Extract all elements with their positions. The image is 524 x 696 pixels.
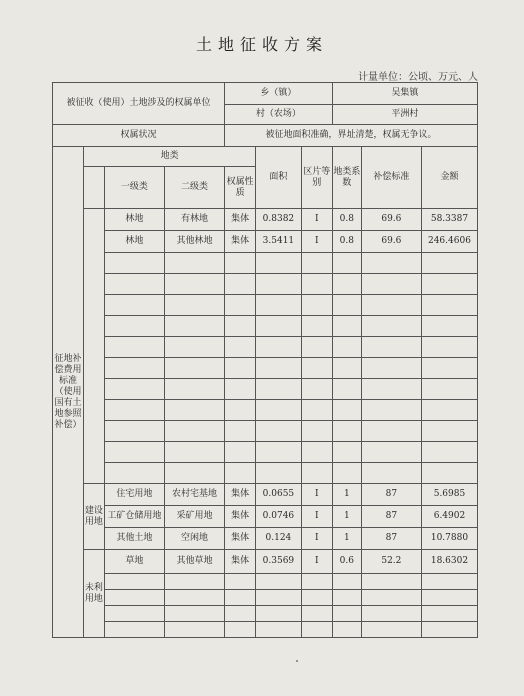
- cell-amount: [421, 622, 477, 638]
- cell-level1: [104, 379, 164, 400]
- table-row: [53, 606, 478, 622]
- cell-level2: 空闲地: [164, 528, 224, 550]
- cell-standard: [361, 574, 421, 590]
- cell-level2: 其他草地: [164, 550, 224, 574]
- cell-amount: [421, 379, 477, 400]
- cell-coef: [332, 253, 361, 274]
- cell-amount: [421, 421, 477, 442]
- cell-zone: I: [301, 550, 332, 574]
- cell-standard: 69.6: [361, 231, 421, 253]
- table-row: [53, 337, 478, 358]
- scan-dot: [296, 660, 298, 662]
- cell-standard: [361, 590, 421, 606]
- cell-standard: [361, 400, 421, 421]
- cell-amount: 58.3387: [421, 209, 477, 231]
- cell-area: [256, 379, 302, 400]
- cell-ownership: [225, 295, 256, 316]
- cell-level2: 有林地: [164, 209, 224, 231]
- cell-level1: [104, 316, 164, 337]
- cell-standard: [361, 421, 421, 442]
- cell-zone: [301, 253, 332, 274]
- cell-standard: [361, 316, 421, 337]
- cell-amount: [421, 574, 477, 590]
- cell-ownership: 集体: [225, 209, 256, 231]
- cell-area: [256, 421, 302, 442]
- cell-level1: 林地: [104, 231, 164, 253]
- cell-amount: 6.4902: [421, 506, 477, 528]
- cell-ownership: 集体: [225, 506, 256, 528]
- group-side-label: 建设用地: [84, 484, 105, 550]
- cell-level2: 采矿用地: [164, 506, 224, 528]
- cell-standard: 87: [361, 506, 421, 528]
- cell-level2: [164, 253, 224, 274]
- cell-level2: [164, 421, 224, 442]
- col-coef: 地类系数: [332, 147, 361, 209]
- cell-level2: [164, 379, 224, 400]
- cell-level1: [104, 253, 164, 274]
- cell-standard: 52.2: [361, 550, 421, 574]
- table-row: [53, 574, 478, 590]
- cell-area: [256, 442, 302, 463]
- cell-level1: [104, 590, 164, 606]
- cell-amount: [421, 253, 477, 274]
- table-row: [53, 209, 478, 231]
- cell-level2: [164, 274, 224, 295]
- cell-zone: [301, 606, 332, 622]
- cell-standard: [361, 358, 421, 379]
- cell-area: [256, 316, 302, 337]
- cell-standard: [361, 295, 421, 316]
- table-row: [53, 506, 478, 528]
- cell-coef: [332, 421, 361, 442]
- standard-side-label: 征地补偿费用标准（使用国有土地参照补偿）: [53, 147, 84, 638]
- cell-level1: [104, 421, 164, 442]
- ownership-label: 权属状况: [53, 125, 225, 147]
- cell-amount: 246.4606: [421, 231, 477, 253]
- cell-coef: 1: [332, 484, 361, 506]
- cell-level2: [164, 463, 224, 484]
- cell-zone: [301, 274, 332, 295]
- cell-ownership: [225, 274, 256, 295]
- table-row: [53, 622, 478, 638]
- cell-area: [256, 590, 302, 606]
- cell-amount: [421, 463, 477, 484]
- table-row: [53, 274, 478, 295]
- cell-standard: [361, 442, 421, 463]
- land-acquisition-table: [52, 82, 478, 638]
- table-row: [53, 358, 478, 379]
- cell-coef: [332, 400, 361, 421]
- cell-ownership: [225, 622, 256, 638]
- cell-area: 0.0746: [256, 506, 302, 528]
- table-row: [53, 484, 478, 506]
- table-row: [53, 231, 478, 253]
- cell-level1: 住宅用地: [104, 484, 164, 506]
- col-land-type: 地类: [84, 147, 256, 167]
- cell-ownership: [225, 379, 256, 400]
- cell-ownership: 集体: [225, 528, 256, 550]
- col-amount: 金额: [421, 147, 477, 209]
- cell-coef: [332, 274, 361, 295]
- col-zone-grade: 区片等别: [301, 147, 332, 209]
- cell-level1: [104, 274, 164, 295]
- cell-ownership: [225, 253, 256, 274]
- cell-standard: 69.6: [361, 209, 421, 231]
- cell-coef: [332, 463, 361, 484]
- cell-level2: [164, 606, 224, 622]
- cell-coef: [332, 358, 361, 379]
- cell-coef: [332, 606, 361, 622]
- page-title: 土地征收方案: [195, 35, 328, 54]
- cell-level2: [164, 590, 224, 606]
- cell-level2: [164, 295, 224, 316]
- cell-standard: [361, 253, 421, 274]
- cell-area: [256, 400, 302, 421]
- cell-coef: 1: [332, 528, 361, 550]
- cell-level1: [104, 442, 164, 463]
- cell-ownership: [225, 442, 256, 463]
- cell-area: [256, 274, 302, 295]
- owner-label: 被征收（使用）土地涉及的权属单位: [53, 83, 225, 125]
- cell-coef: 0.8: [332, 209, 361, 231]
- cell-ownership: 集体: [225, 484, 256, 506]
- cell-standard: 87: [361, 528, 421, 550]
- cell-area: 0.0655: [256, 484, 302, 506]
- cell-level1: [104, 337, 164, 358]
- cell-level1: [104, 622, 164, 638]
- cell-zone: [301, 590, 332, 606]
- cell-amount: [421, 358, 477, 379]
- table-row: [53, 421, 478, 442]
- cell-zone: [301, 463, 332, 484]
- table-row: [53, 442, 478, 463]
- cell-amount: [421, 590, 477, 606]
- col-level1: 一级类: [104, 167, 164, 209]
- group-blank: [84, 209, 105, 484]
- group-side-label: 未利用地: [84, 550, 105, 638]
- cell-area: 3.5411: [256, 231, 302, 253]
- cell-level1: [104, 400, 164, 421]
- cell-level1: [104, 295, 164, 316]
- cell-amount: [421, 442, 477, 463]
- ownership-value: 被征地面积准确，界址清楚，权属无争议。: [225, 125, 478, 147]
- table-row: [53, 316, 478, 337]
- cell-ownership: 集体: [225, 550, 256, 574]
- table-row: [53, 379, 478, 400]
- cell-amount: 10.7880: [421, 528, 477, 550]
- cell-amount: 18.6302: [421, 550, 477, 574]
- cell-zone: [301, 622, 332, 638]
- cell-coef: [332, 442, 361, 463]
- cell-area: [256, 337, 302, 358]
- table-row: [53, 463, 478, 484]
- cell-ownership: [225, 358, 256, 379]
- cell-standard: [361, 379, 421, 400]
- cell-zone: I: [301, 484, 332, 506]
- table-row: [53, 550, 478, 574]
- cell-area: [256, 622, 302, 638]
- cell-zone: [301, 295, 332, 316]
- cell-level2: 农村宅基地: [164, 484, 224, 506]
- cell-amount: [421, 400, 477, 421]
- cell-ownership: [225, 400, 256, 421]
- cell-standard: [361, 463, 421, 484]
- cell-zone: [301, 337, 332, 358]
- cell-level2: [164, 574, 224, 590]
- cell-coef: [332, 316, 361, 337]
- cell-amount: 5.6985: [421, 484, 477, 506]
- cell-zone: [301, 358, 332, 379]
- cell-standard: [361, 606, 421, 622]
- cell-zone: I: [301, 209, 332, 231]
- cell-area: 0.8382: [256, 209, 302, 231]
- cell-level2: [164, 316, 224, 337]
- cell-level1: 工矿仓储用地: [104, 506, 164, 528]
- cell-level1: 其他土地: [104, 528, 164, 550]
- cell-standard: [361, 274, 421, 295]
- cell-level1: 草地: [104, 550, 164, 574]
- cell-zone: [301, 316, 332, 337]
- col-ownership-nature: 权属性质: [225, 167, 256, 209]
- cell-level2: [164, 358, 224, 379]
- table-row: [53, 295, 478, 316]
- col-blank: [84, 167, 105, 209]
- col-standard: 补偿标准: [361, 147, 421, 209]
- cell-zone: I: [301, 528, 332, 550]
- cell-area: 0.124: [256, 528, 302, 550]
- cell-level2: [164, 400, 224, 421]
- cell-area: [256, 358, 302, 379]
- cell-level2: [164, 622, 224, 638]
- cell-standard: 87: [361, 484, 421, 506]
- cell-coef: [332, 295, 361, 316]
- cell-area: [256, 253, 302, 274]
- cell-coef: [332, 622, 361, 638]
- cell-coef: [332, 590, 361, 606]
- cell-level1: [104, 358, 164, 379]
- cell-amount: [421, 274, 477, 295]
- cell-standard: [361, 337, 421, 358]
- cell-zone: [301, 442, 332, 463]
- cell-area: [256, 606, 302, 622]
- cell-amount: [421, 295, 477, 316]
- cell-coef: [332, 337, 361, 358]
- cell-area: [256, 574, 302, 590]
- cell-area: 0.3569: [256, 550, 302, 574]
- township-value: 吴集镇: [332, 83, 477, 105]
- cell-level2: [164, 337, 224, 358]
- cell-ownership: [225, 463, 256, 484]
- village-value: 平洲村: [332, 105, 477, 125]
- cell-coef: 0.8: [332, 231, 361, 253]
- cell-amount: [421, 606, 477, 622]
- col-level2: 二级类: [164, 167, 224, 209]
- cell-zone: [301, 379, 332, 400]
- table-row: [53, 528, 478, 550]
- cell-level1: 林地: [104, 209, 164, 231]
- unit-note: 计量单位：公顷、万元、人: [358, 72, 478, 83]
- cell-area: [256, 463, 302, 484]
- village-label: 村（农场）: [225, 105, 333, 125]
- cell-coef: [332, 574, 361, 590]
- cell-zone: I: [301, 506, 332, 528]
- cell-amount: [421, 337, 477, 358]
- cell-ownership: 集体: [225, 231, 256, 253]
- cell-ownership: [225, 316, 256, 337]
- col-area: 面积: [256, 147, 302, 209]
- cell-level1: [104, 606, 164, 622]
- cell-level2: [164, 442, 224, 463]
- table-row: [53, 590, 478, 606]
- table-row: [53, 400, 478, 421]
- cell-standard: [361, 622, 421, 638]
- cell-amount: [421, 316, 477, 337]
- cell-level1: [104, 463, 164, 484]
- cell-level2: 其他林地: [164, 231, 224, 253]
- cell-ownership: [225, 574, 256, 590]
- cell-ownership: [225, 337, 256, 358]
- cell-level1: [104, 574, 164, 590]
- cell-coef: [332, 379, 361, 400]
- cell-coef: 1: [332, 506, 361, 528]
- cell-zone: [301, 574, 332, 590]
- cell-area: [256, 295, 302, 316]
- cell-ownership: [225, 606, 256, 622]
- cell-zone: [301, 400, 332, 421]
- cell-ownership: [225, 590, 256, 606]
- cell-ownership: [225, 421, 256, 442]
- table-row: [53, 253, 478, 274]
- township-label: 乡（镇）: [225, 83, 333, 105]
- cell-zone: [301, 421, 332, 442]
- cell-zone: I: [301, 231, 332, 253]
- cell-coef: 0.6: [332, 550, 361, 574]
